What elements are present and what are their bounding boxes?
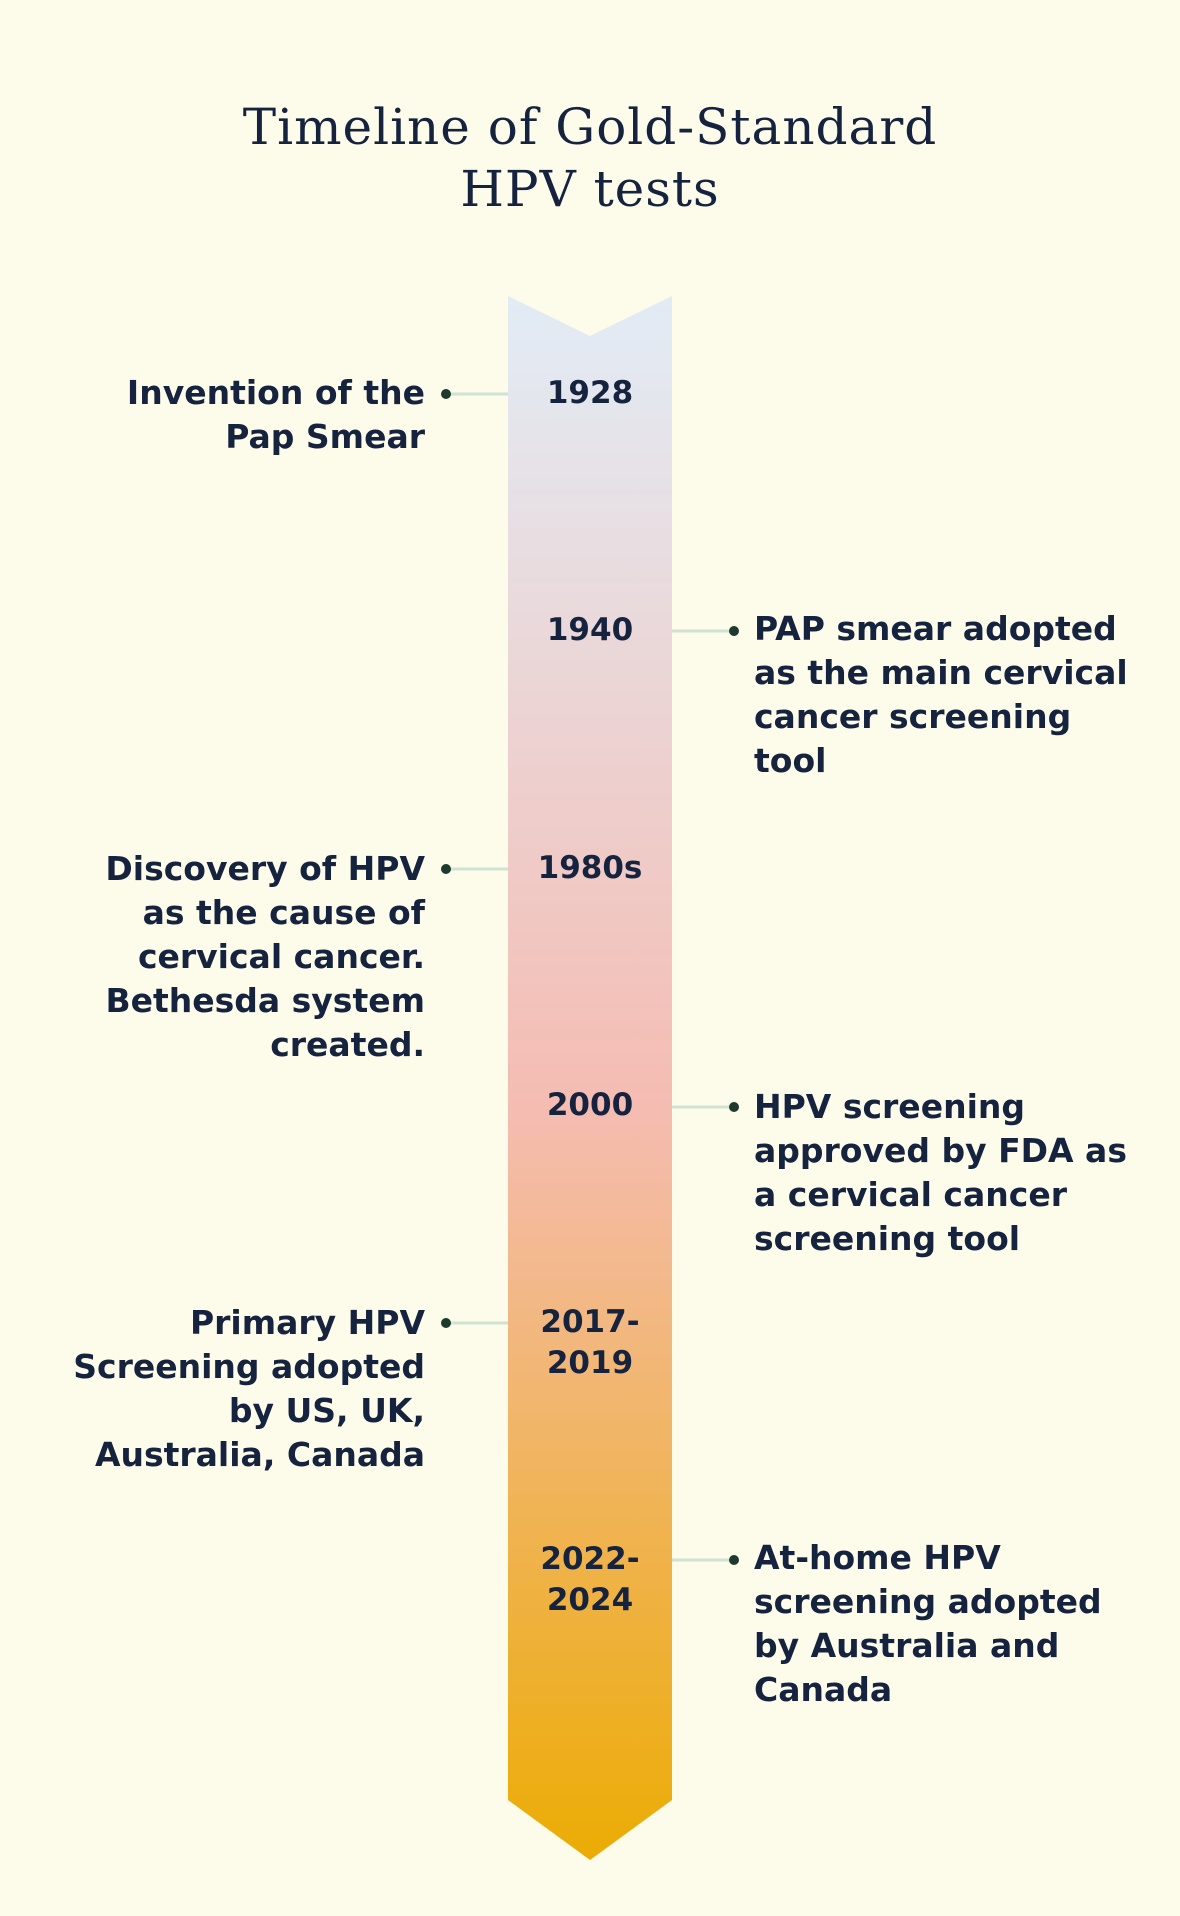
event-line: as the main cervical (754, 653, 1128, 692)
event-line: At-home HPV (754, 1538, 1001, 1577)
event-line: Canada (754, 1670, 893, 1709)
year-1: 1940 (546, 612, 634, 648)
event-2022-2024 (754, 1536, 1102, 1712)
event-1928 (127, 371, 425, 459)
title-line-1: Timeline of Gold-Standard (242, 98, 938, 156)
event-line: HPV screening (754, 1087, 1025, 1126)
connector-dot (729, 626, 739, 636)
event-2000 (754, 1085, 1127, 1261)
year-5: 2022- 2024 (540, 1541, 640, 1618)
year-3: 2000 (546, 1087, 634, 1123)
event-line: by Australia and (754, 1626, 1060, 1665)
event-line: screening adopted (754, 1582, 1102, 1621)
year-4: 2017- 2019 (540, 1304, 640, 1381)
connector-dot (441, 864, 451, 874)
event-line: a cervical cancer (754, 1175, 1067, 1214)
timeline-arrow-body (508, 296, 672, 1860)
event-line: approved by FDA as (754, 1131, 1127, 1170)
event-line: by US, UK, (228, 1391, 425, 1430)
year-2: 1980s (537, 850, 643, 886)
event-2017-2019 (73, 1301, 425, 1477)
year-0: 1928 (546, 375, 634, 411)
event-line: Primary HPV (189, 1303, 425, 1342)
event-line: screening tool (754, 1219, 1021, 1258)
event-line: as the cause of (142, 893, 425, 932)
event-line: Screening adopted (73, 1347, 425, 1386)
event-line: cancer screening (754, 697, 1072, 736)
event-line: created. (270, 1025, 425, 1064)
connector-dot (729, 1102, 739, 1112)
title-line-2: HPV tests (460, 160, 720, 218)
connector-dot (441, 1318, 451, 1328)
event-line: Bethesda system (105, 981, 425, 1020)
connector-dot (441, 389, 451, 399)
event-line: Pap Smear (225, 417, 425, 456)
event-line: PAP smear adopted (754, 609, 1117, 648)
event-line: tool (754, 741, 827, 780)
event-1980s (105, 847, 425, 1067)
event-line: Discovery of HPV (105, 849, 425, 888)
event-line: Invention of the (126, 373, 425, 412)
connector-dot (729, 1555, 739, 1565)
event-1940 (754, 607, 1128, 783)
event-line: Australia, Canada (94, 1435, 425, 1474)
event-line: cervical cancer. (137, 937, 425, 976)
